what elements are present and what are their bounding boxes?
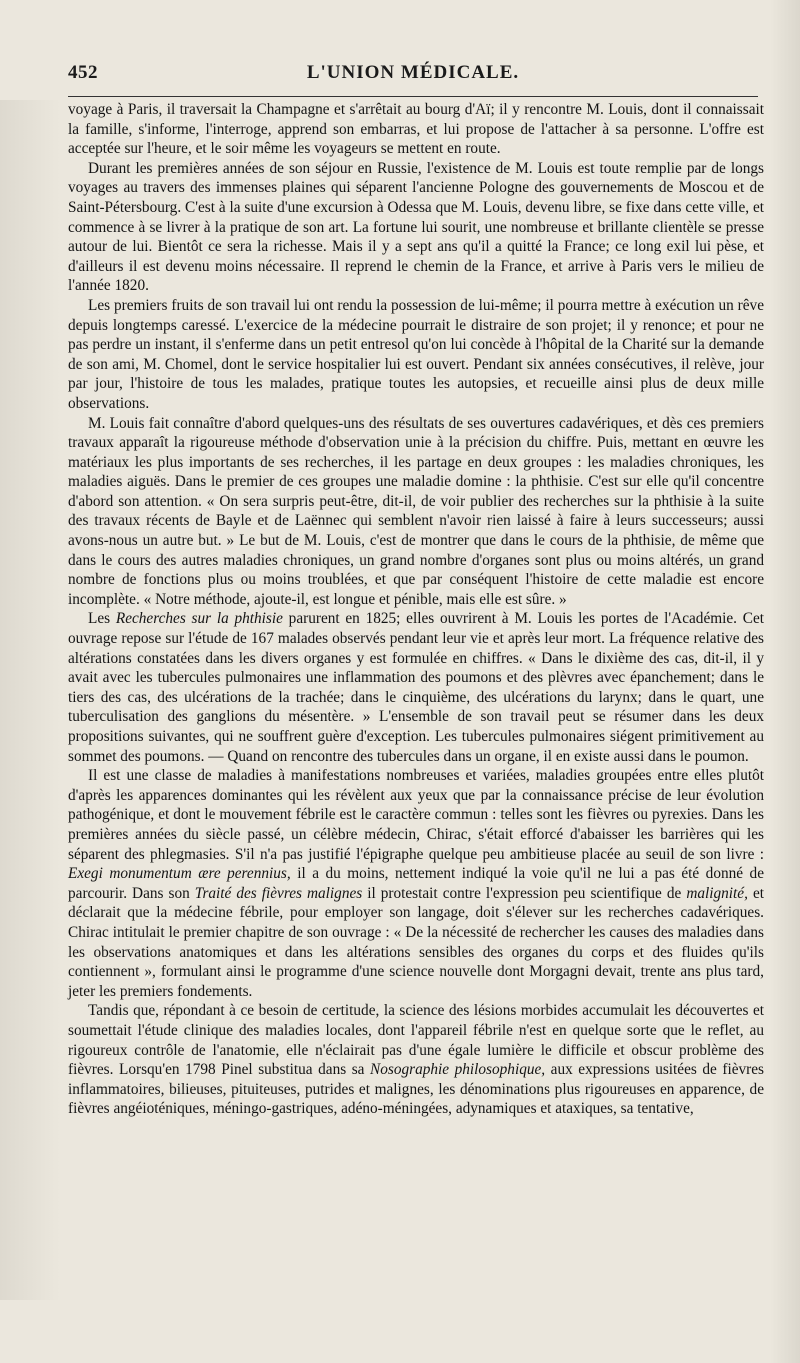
paragraph (68, 296, 764, 414)
right-bleed-through (770, 0, 800, 1363)
italic-text: Exegi monumentum ære perennius, (68, 865, 291, 883)
text-run: et déclarait que la médecine fébrile, pour employer son langage, doit s'élever sur les recherches cadavériques. Chirac intitulait le premier chapitre de son ouvrage : « De la nécessité de rechercher les causes des maladies dans les observations anatomiques et dans les altérations sensibles des organes du corps et des fluides qu'ils contiennent », formulant ainsi le programme d'une science nouvelle dont Morgagni devait, trente ans plus tard, jeter les premiers fondements. (68, 884, 764, 1000)
text-run: voyage à Paris, il traversait la Champagne et s'arrêtait au bourg d'Aï; il y rencontre M. Louis, dont il connaissait la famille, s'informe, l'interroge, apprend son embarras, et lui propose de l'attacher à sa personne. L'offre est acceptée sur l'heure, et le soir même les voyageurs se mettent en route. (68, 101, 764, 158)
page-header (68, 62, 758, 88)
paragraph (68, 609, 764, 766)
text-run: Les premiers fruits de son travail lui ont rendu la possession de lui-même; il pourra mettre à exécution un rêve depuis longtemps caressé. L'exercice de la médecine pourrait le distraire de son projet; il y renonce; et pour ne pas perdre un instant, il s'enferme dans un petit entresol qu'on lui concède à l'hôpital de la Charité sur la demande de son ami, M. Chomel, dont le service hospitalier lui est ouvert. Pendant six années consécutives, il relève, jour par jour, l'histoire de tous les malades, pratique toutes les autopsies, et recueille ainsi plus de deux mille observations. (68, 296, 764, 412)
paragraph (68, 414, 764, 610)
text-run: Les (88, 610, 116, 628)
text-run: M. Louis fait connaître d'abord quelques-uns des résultats de ses ouvertures cadavériques, et dès ces premiers travaux apparaît la rigoureuse méthode d'observation unie à la précision du chiffre. Puis, mettant en œuvre les matériaux les plus importants de ses recherches, il les partage en deux groupes : les maladies chroniques, les maladies aiguës. Dans le premier de ces groupes une maladie domine : la phthisie. C'est sur elle qu'il concentre d'abord son attention. « On sera surpris peut-être, dit-il, de voir publier des recherches sur la phthisie à la suite des travaux récents de Bayle et de Laënnec qui semblent n'avoir rien laissé à faire à leurs successeurs; aussi avons-nous un autre but. » Le but de M. Louis, c'est de montrer que dans le cours de la phthisie, de même que dans le cours des autres maladies chroniques, un grand nombre d'organes sont plus ou moins altérés, un grand nombre de fonctions plus ou moins troublées, et que par conséquent l'histoire de cette maladie est encore incomplète. « Notre méthode, ajoute-il, est longue et pénible, mais elle est sûre. » (68, 414, 764, 608)
italic-text: malignité, (686, 884, 748, 902)
left-bleed-through (0, 100, 60, 1300)
paragraph (68, 1001, 764, 1119)
text-run: Durant les premières années de son séjour en Russie, l'existence de M. Louis est toute remplie par de longs voyages au travers des immenses plaines qui séparent l'ancienne Pologne des gouvernements de Moscou et de Saint-Pétersbourg. C'est à la suite d'une excursion à Odessa que M. Louis, devenu libre, se fixe dans cette ville, et commence à se livrer à la pratique de son art. La fortune lui sourit, une nombreuse et brillante clientèle se presse autour de lui. Bientôt ce sera la richesse. Mais il y a sept ans qu'il a quitté la France; ce long exil lui pèse, et d'ailleurs il est devenu moins nécessaire. Il reprend le chemin de la France, et arrive à Paris vers le milieu de l'année 1820. (68, 159, 764, 295)
text-run: il a du moins, nettement indiqué la voie qu'il ne lui a pas été donné de parcourir. Dans son (68, 865, 764, 902)
page-number: 452 (68, 62, 98, 83)
text-run: Tandis que, répondant à ce besoin de certitude, la science des lésions morbides accumulait les découvertes et soumettait l'étude clinique des maladies locales, dont l'appareil fébrile n'est en quelque sorte que le reflet, au rigoureux contrôle de l'anatomie, elle n'éclairait pas d'une égale lumière le difficile et obscur problème des fièvres. Lorsqu'en 1798 Pinel substitua dans sa (68, 1002, 764, 1079)
paragraph (68, 159, 764, 296)
text-run: aux expressions usitées de fièvres inflammatoires, bilieuses, pituiteuses, putrides et malignes, les dénominations plus rigoureuses en apparence, de fièvres angéioténiques, méningo-gastriques, adéno-méningées, adynamiques et ataxiques, sa tentative, (68, 1061, 764, 1118)
text-run: il protestait contre l'expression peu scientifique de (362, 884, 687, 902)
paragraph (68, 766, 764, 1001)
header-rule (68, 96, 758, 97)
article-body (68, 100, 764, 1119)
italic-text: Recherches sur la phthisie (115, 610, 283, 628)
text-run: Il est une classe de maladies à manifestations nombreuses et variées, maladies groupées entre elles plutôt d'après les apparences dominantes qui les révèlent aux yeux que par la connaissance précise de leur évolution pathogénique, et dont le mouvement fébrile est le caractère commun : telles sont les fièvres ou pyrexies. Dans les premières années du siècle passé, un célèbre médecin, Chirac, s'était efforcé d'abaisser les barrières qui les séparent des phlegmasies. S'il n'a pas justifié l'épigraphe quelque peu ambitieuse placée au seuil de son livre : (68, 767, 764, 863)
italic-text: Nosographie philosophique, (370, 1061, 546, 1079)
italic-text: Traité des fièvres malignes (194, 884, 363, 902)
paragraph (68, 100, 764, 159)
running-title: L'UNION MÉDICALE. (306, 62, 520, 83)
text-run: parurent en 1825; elles ouvrirent à M. Louis les portes de l'Académie. Cet ouvrage repose sur l'étude de 167 malades observés pendant leur vie et après leur mort. La fréquence relative des altérations constatées dans les divers organes y est formulée en chiffres. « Dans le dixième des cas, dit-il, il y avait avec les tubercules pulmonaires une inflammation des poumons et des plèvres avec épanchement; dans le tiers des cas, des ulcérations de la trachée; dans le cinquième, des ulcérations du larynx; dans le quart, une tuberculisation des ganglions du mésentère. » L'ensemble de son travail peut se résumer dans les deux propositions suivantes, qui ne souffrent guère d'exception. Les tubercules pulmonaires siégent primitivement au sommet des poumons. — Quand on rencontre des tubercules dans un organe, il en existe aussi dans le poumon. (68, 610, 764, 765)
